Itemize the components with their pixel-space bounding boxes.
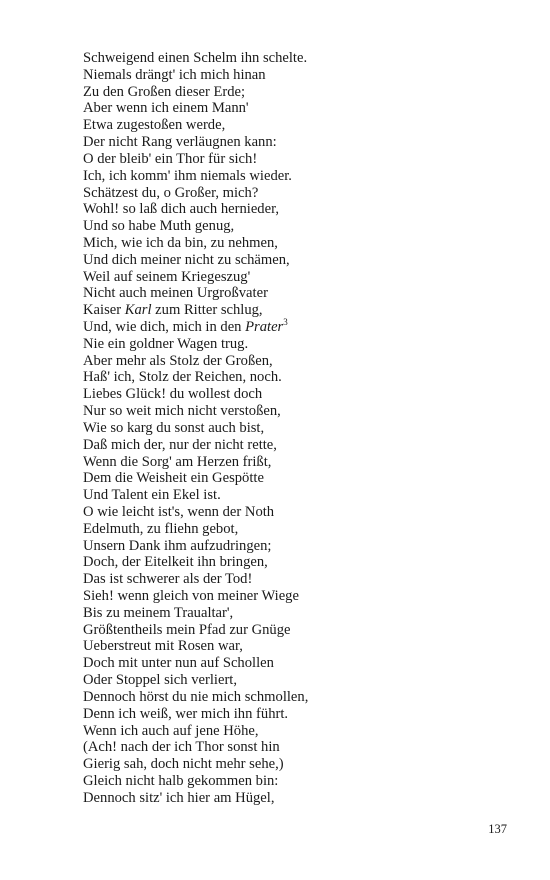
- italic-name: Karl: [124, 302, 152, 319]
- line-text: O der bleib' ein Thor für sich!: [83, 150, 258, 167]
- line-text: Kaiser: [83, 302, 125, 319]
- poem-line: [83, 100, 308, 117]
- poem-line: [83, 588, 308, 605]
- line-text: Unsern Dank ihm aufzudringen;: [83, 537, 272, 554]
- poem-line: [83, 790, 308, 807]
- poem-line: [83, 84, 308, 101]
- poem-line: [83, 117, 308, 134]
- line-text: Zu den Großen dieser Erde;: [83, 83, 246, 100]
- poem-line: [83, 706, 308, 723]
- poem-line: [83, 252, 308, 269]
- line-text: Und dich meiner nicht zu schämen,: [83, 251, 290, 268]
- line-text: Doch mit unter nun auf Schollen: [83, 655, 274, 672]
- line-text: Etwa zugestoßen werde,: [83, 117, 226, 134]
- poem-line: [83, 723, 308, 740]
- poem-text: [83, 50, 308, 807]
- poem-line: [83, 151, 308, 168]
- line-text: Nicht auch meinen Urgroßvater: [83, 285, 268, 302]
- line-text: Sieh! wenn gleich von meiner Wiege: [83, 588, 299, 604]
- line-text: Und Talent ein Ekel ist.: [83, 487, 221, 504]
- line-text: Mich, wie ich da bin, zu nehmen,: [83, 234, 278, 251]
- poem-line: [83, 285, 308, 302]
- line-text: Der nicht Rang verläugnen kann:: [83, 134, 277, 151]
- poem-line: [83, 487, 308, 504]
- line-text: Nie ein goldner Wagen trug.: [83, 335, 249, 352]
- italic-name: Prater: [245, 319, 284, 335]
- poem-line: [83, 689, 308, 706]
- line-text: Aber mehr als Stolz der Großen,: [83, 352, 273, 369]
- poem-line: [83, 235, 308, 252]
- line-text: Gleich nicht halb gekommen bin:: [83, 772, 279, 789]
- line-text: (Ach! nach der ich Thor sonst hin: [83, 739, 280, 756]
- poem-line: [83, 168, 308, 185]
- poem-line: [83, 756, 308, 773]
- line-text: Dennoch hörst du nie mich schmollen,: [83, 688, 309, 705]
- poem-line: [83, 521, 308, 538]
- poem-line: [83, 218, 308, 235]
- line-text: Ueberstreut mit Rosen war,: [83, 638, 243, 655]
- poem-line: [83, 386, 308, 403]
- poem-line: [83, 454, 308, 471]
- line-text: Aber wenn ich einem Mann': [83, 100, 249, 117]
- line-text: Wenn die Sorg' am Herzen frißt,: [83, 453, 272, 470]
- poem-line: [83, 638, 308, 655]
- line-text: Größtentheils mein Pfad zur Gnüge: [83, 621, 291, 638]
- line-text: Dem die Weisheit ein Gespötte: [83, 470, 264, 487]
- poem-line: [83, 571, 308, 588]
- poem-line: [83, 336, 308, 353]
- poem-line: [83, 739, 308, 756]
- line-text: Doch, der Eitelkeit ihn bringen,: [83, 554, 268, 571]
- poem-line: [83, 269, 308, 286]
- line-text: O wie leicht ist's, wenn der Noth: [83, 503, 275, 520]
- poem-line: [83, 554, 308, 571]
- line-text: Gierig sah, doch nicht mehr sehe,): [83, 756, 284, 773]
- poem-line: [83, 470, 308, 487]
- line-text: Schätzest du, o Großer, mich?: [83, 184, 259, 201]
- line-text: Ich, ich komm' ihm niemals wieder.: [83, 167, 292, 184]
- line-text: Niemals drängt' ich mich hinan: [83, 66, 266, 83]
- footnote-marker: 3: [283, 317, 288, 327]
- line-text: Und so habe Muth genug,: [83, 218, 235, 235]
- line-text: Haß' ich, Stolz der Reichen, noch.: [83, 369, 282, 386]
- line-text: Schweigend einen Schelm ihn schelte.: [83, 50, 308, 66]
- poem-line: [83, 50, 308, 67]
- page-number: 137: [488, 822, 507, 836]
- poem-line: [83, 605, 308, 622]
- line-text: Wenn ich auch auf jene Höhe,: [83, 722, 259, 739]
- poem-line: [83, 353, 308, 370]
- poem-line: [83, 67, 308, 84]
- line-text: Nur so weit mich nicht verstoßen,: [83, 403, 281, 420]
- line-text: Wohl! so laß dich auch hernieder,: [83, 201, 279, 218]
- line-text: Bis zu meinem Traualtar',: [83, 604, 234, 621]
- line-text: Das ist schwerer als der Tod!: [83, 571, 253, 588]
- poem-line: [83, 369, 308, 386]
- poem-line: [83, 437, 308, 454]
- line-text: Weil auf seinem Kriegeszug': [83, 268, 251, 285]
- line-text: Liebes Glück! du wollest doch: [83, 386, 263, 403]
- line-text: Wie so karg du sonst auch bist,: [83, 419, 265, 436]
- poem-line: [83, 504, 308, 521]
- poem-line: [83, 134, 308, 151]
- line-text: zum Ritter schlug,: [151, 302, 263, 319]
- line-text: Dennoch sitz' ich hier am Hügel,: [83, 789, 275, 806]
- poem-line: [83, 185, 308, 202]
- poem-line: [83, 655, 308, 672]
- line-text: Und, wie dich, mich in den: [83, 319, 246, 335]
- poem-line: [83, 201, 308, 218]
- poem-line: [83, 403, 308, 420]
- poem-line: [83, 538, 308, 555]
- line-text: Denn ich weiß, wer mich ihn führt.: [83, 705, 289, 722]
- poem-line: [83, 420, 308, 437]
- line-text: Edelmuth, zu fliehn gebot,: [83, 520, 239, 537]
- poem-line: [83, 622, 308, 639]
- poem-line: [83, 302, 308, 319]
- line-text: Daß mich der, nur der nicht rette,: [83, 436, 277, 453]
- line-text: Oder Stoppel sich verliert,: [83, 672, 238, 689]
- poem-line: [83, 773, 308, 790]
- poem-line: [83, 672, 308, 689]
- poem-line: [83, 319, 308, 336]
